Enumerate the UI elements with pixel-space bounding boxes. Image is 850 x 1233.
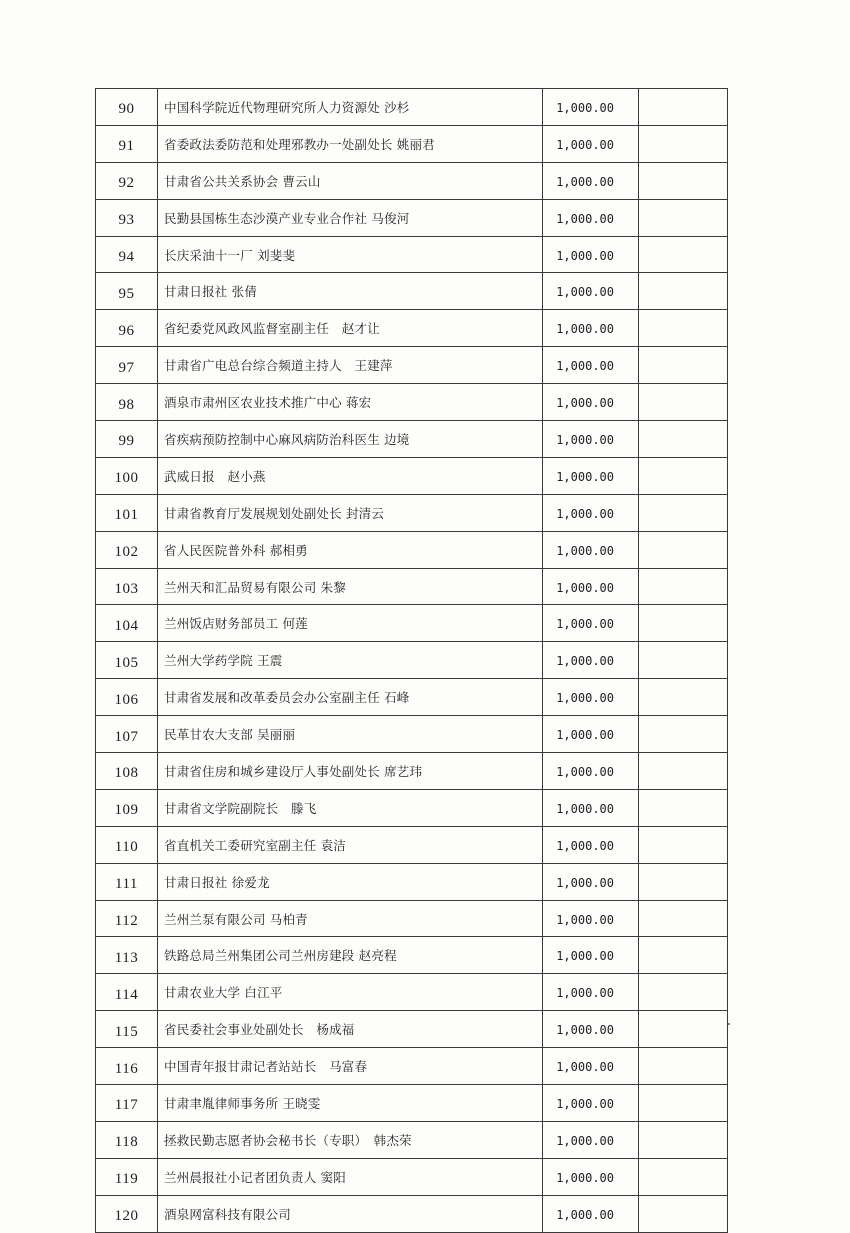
row-number: 104	[96, 605, 158, 642]
donation-amount: 1,000.00	[543, 494, 639, 531]
donation-amount: 1,000.00	[543, 384, 639, 421]
donor-name: 酒泉市肃州区农业技术推广中心 蒋宏	[158, 384, 543, 421]
donation-amount: 1,000.00	[543, 1048, 639, 1085]
row-number: 118	[96, 1121, 158, 1158]
row-number: 103	[96, 568, 158, 605]
donation-amount: 1,000.00	[543, 457, 639, 494]
remarks-cell	[639, 605, 728, 642]
donation-amount: 1,000.00	[543, 937, 639, 974]
donor-name: 兰州天和汇品贸易有限公司 朱黎	[158, 568, 543, 605]
remarks-cell	[639, 125, 728, 162]
remarks-cell	[639, 679, 728, 716]
donation-amount: 1,000.00	[543, 1085, 639, 1122]
donor-name: 民勤县国栋生态沙漠产业专业合作社 马俊河	[158, 199, 543, 236]
donation-amount: 1,000.00	[543, 347, 639, 384]
table-row	[96, 1158, 728, 1195]
donation-amount: 1,000.00	[543, 605, 639, 642]
donor-name: 酒泉网富科技有限公司	[158, 1195, 543, 1232]
row-number: 108	[96, 753, 158, 790]
donor-name: 省委政法委防范和处理邪教办一处副处长 姚丽君	[158, 125, 543, 162]
table-row	[96, 457, 728, 494]
donor-name: 甘肃日报社 张倩	[158, 273, 543, 310]
donor-name: 武威日报 赵小燕	[158, 457, 543, 494]
row-number: 94	[96, 236, 158, 273]
donor-name: 中国青年报甘肃记者站站长 马富春	[158, 1048, 543, 1085]
remarks-cell	[639, 863, 728, 900]
donor-name: 甘肃省广电总台综合频道主持人 王建萍	[158, 347, 543, 384]
donor-name: 省直机关工委研究室副主任 袁洁	[158, 826, 543, 863]
row-number: 105	[96, 642, 158, 679]
row-number: 119	[96, 1158, 158, 1195]
row-number: 99	[96, 421, 158, 458]
donation-amount: 1,000.00	[543, 1195, 639, 1232]
donor-name: 甘肃日报社 徐爱龙	[158, 863, 543, 900]
table-row	[96, 310, 728, 347]
row-number: 96	[96, 310, 158, 347]
table-row	[96, 89, 728, 126]
donor-name: 甘肃省公共关系协会 曹云山	[158, 162, 543, 199]
donation-amount: 1,000.00	[543, 716, 639, 753]
table-row	[96, 384, 728, 421]
donation-amount: 1,000.00	[543, 273, 639, 310]
donor-table-body	[96, 89, 728, 1233]
remarks-cell	[639, 1048, 728, 1085]
remarks-cell	[639, 531, 728, 568]
row-number: 106	[96, 679, 158, 716]
donor-name: 铁路总局兰州集团公司兰州房建段 赵亮程	[158, 937, 543, 974]
remarks-cell	[639, 789, 728, 826]
remarks-cell	[639, 900, 728, 937]
donation-amount: 1,000.00	[543, 1158, 639, 1195]
donation-amount: 1,000.00	[543, 679, 639, 716]
table-row	[96, 199, 728, 236]
donation-amount: 1,000.00	[543, 642, 639, 679]
donation-amount: 1,000.00	[543, 863, 639, 900]
donation-amount: 1,000.00	[543, 125, 639, 162]
remarks-cell	[639, 753, 728, 790]
row-number: 117	[96, 1085, 158, 1122]
donation-amount: 1,000.00	[543, 531, 639, 568]
donor-name: 兰州兰泵有限公司 马柏青	[158, 900, 543, 937]
remarks-cell	[639, 568, 728, 605]
table-row	[96, 125, 728, 162]
table-row	[96, 421, 728, 458]
donation-amount: 1,000.00	[543, 826, 639, 863]
row-number: 102	[96, 531, 158, 568]
remarks-cell	[639, 384, 728, 421]
table-row	[96, 347, 728, 384]
table-row	[96, 1011, 728, 1048]
table-row	[96, 642, 728, 679]
remarks-cell	[639, 421, 728, 458]
table-row	[96, 568, 728, 605]
donor-name: 民革甘农大支部 吴丽丽	[158, 716, 543, 753]
row-number: 110	[96, 826, 158, 863]
donation-amount: 1,000.00	[543, 974, 639, 1011]
donation-amount: 1,000.00	[543, 789, 639, 826]
row-number: 95	[96, 273, 158, 310]
donor-name: 长庆采油十一厂 刘斐斐	[158, 236, 543, 273]
row-number: 111	[96, 863, 158, 900]
row-number: 98	[96, 384, 158, 421]
donor-name: 兰州饭店财务部员工 何莲	[158, 605, 543, 642]
remarks-cell	[639, 1158, 728, 1195]
remarks-cell	[639, 494, 728, 531]
donor-name: 甘肃农业大学 白江平	[158, 974, 543, 1011]
donor-name: 兰州晨报社小记者团负责人 窦阳	[158, 1158, 543, 1195]
donor-name: 甘肃省文学院副院长 滕飞	[158, 789, 543, 826]
donation-amount: 1,000.00	[543, 421, 639, 458]
row-number: 112	[96, 900, 158, 937]
donation-list-page	[95, 88, 727, 1233]
table-row	[96, 679, 728, 716]
row-number: 120	[96, 1195, 158, 1232]
table-row	[96, 826, 728, 863]
table-row	[96, 716, 728, 753]
table-row	[96, 937, 728, 974]
table-row	[96, 1195, 728, 1232]
donor-name: 甘肃省教育厅发展规划处副处长 封清云	[158, 494, 543, 531]
row-number: 91	[96, 125, 158, 162]
donor-name: 省民委社会事业处副处长 杨成福	[158, 1011, 543, 1048]
donation-amount: 1,000.00	[543, 568, 639, 605]
table-row	[96, 1085, 728, 1122]
row-number: 90	[96, 89, 158, 126]
row-number: 113	[96, 937, 158, 974]
row-number: 115	[96, 1011, 158, 1048]
table-row	[96, 974, 728, 1011]
donor-name: 甘肃聿胤律师事务所 王晓雯	[158, 1085, 543, 1122]
row-number: 114	[96, 974, 158, 1011]
remarks-cell	[639, 457, 728, 494]
table-row	[96, 753, 728, 790]
row-number: 93	[96, 199, 158, 236]
remarks-cell	[639, 162, 728, 199]
donation-amount: 1,000.00	[543, 199, 639, 236]
remarks-cell	[639, 1121, 728, 1158]
remarks-cell	[639, 347, 728, 384]
table-row	[96, 900, 728, 937]
table-row	[96, 1048, 728, 1085]
donor-name: 甘肃省发展和改革委员会办公室副主任 石峰	[158, 679, 543, 716]
row-number: 101	[96, 494, 158, 531]
remarks-cell	[639, 1085, 728, 1122]
row-number: 107	[96, 716, 158, 753]
donor-name: 拯救民勤志愿者协会秘书长（专职） 韩杰荣	[158, 1121, 543, 1158]
table-row	[96, 531, 728, 568]
donor-name: 中国科学院近代物理研究所人力资源处 沙杉	[158, 89, 543, 126]
row-number: 100	[96, 457, 158, 494]
row-number: 97	[96, 347, 158, 384]
remarks-cell	[639, 1195, 728, 1232]
table-row	[96, 273, 728, 310]
remarks-cell	[639, 273, 728, 310]
remarks-cell	[639, 826, 728, 863]
donor-name: 省人民医院普外科 郝相勇	[158, 531, 543, 568]
scan-speck	[728, 1023, 730, 1025]
donor-name: 兰州大学药学院 王震	[158, 642, 543, 679]
remarks-cell	[639, 199, 728, 236]
remarks-cell	[639, 89, 728, 126]
remarks-cell	[639, 236, 728, 273]
table-row	[96, 789, 728, 826]
donation-amount: 1,000.00	[543, 310, 639, 347]
donor-name: 甘肃省住房和城乡建设厅人事处副处长 席艺玮	[158, 753, 543, 790]
donation-amount: 1,000.00	[543, 89, 639, 126]
remarks-cell	[639, 1011, 728, 1048]
donor-table	[95, 88, 728, 1233]
donation-amount: 1,000.00	[543, 900, 639, 937]
donation-amount: 1,000.00	[543, 162, 639, 199]
table-row	[96, 1121, 728, 1158]
donation-amount: 1,000.00	[543, 753, 639, 790]
row-number: 109	[96, 789, 158, 826]
table-row	[96, 494, 728, 531]
donation-amount: 1,000.00	[543, 1121, 639, 1158]
donation-amount: 1,000.00	[543, 1011, 639, 1048]
remarks-cell	[639, 642, 728, 679]
table-row	[96, 162, 728, 199]
remarks-cell	[639, 974, 728, 1011]
table-row	[96, 605, 728, 642]
remarks-cell	[639, 310, 728, 347]
row-number: 92	[96, 162, 158, 199]
donor-name: 省纪委党风政风监督室副主任 赵才让	[158, 310, 543, 347]
table-row	[96, 863, 728, 900]
table-row	[96, 236, 728, 273]
remarks-cell	[639, 937, 728, 974]
donation-amount: 1,000.00	[543, 236, 639, 273]
remarks-cell	[639, 716, 728, 753]
donor-name: 省疾病预防控制中心麻风病防治科医生 边境	[158, 421, 543, 458]
row-number: 116	[96, 1048, 158, 1085]
